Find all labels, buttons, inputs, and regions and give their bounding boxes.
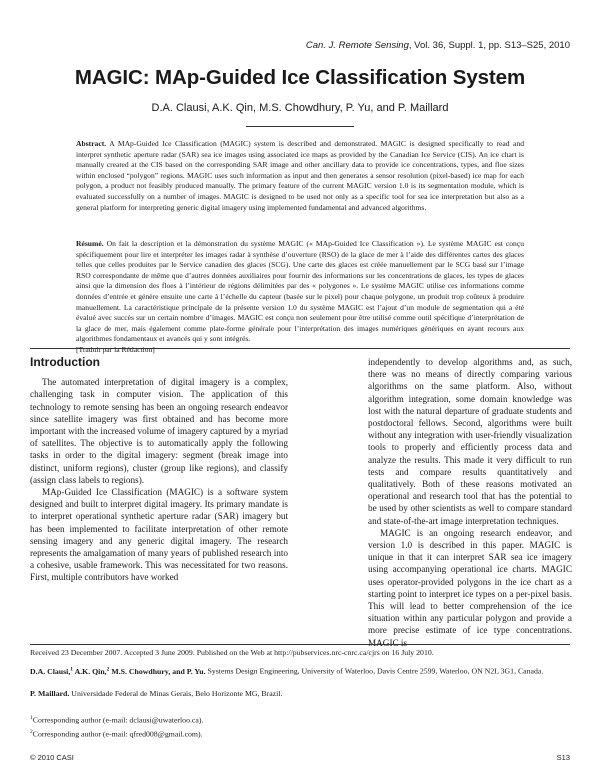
- aff1-sup-2: 2: [106, 666, 110, 672]
- resume-note: [Traduit par la Rédaction]: [76, 344, 155, 354]
- journal-name: Can. J. Remote Sensing: [305, 40, 409, 51]
- right-column: [368, 356, 572, 649]
- resume-label: Résumé.: [76, 239, 104, 248]
- footnote-1: [30, 713, 570, 726]
- journal-volume: , Vol. 36, Suppl. 1, pp. S13–S25, 2010: [408, 40, 570, 51]
- received-line: Received 23 December 2007. Accepted 3 June 2009. Published on the Web at http://pubservices.nrc-cnrc.ca/cjrs on 16 July 2010.: [30, 648, 434, 657]
- abstract: [76, 139, 524, 213]
- affiliation-2: [30, 689, 570, 699]
- left-column: [30, 356, 288, 584]
- copyright: © 2010 CASI: [30, 753, 74, 762]
- footnote-2-text: Corresponding author (e-mail: qfred008@gmail.com).: [32, 729, 203, 739]
- aff2-text: Universidade Federal de Minas Gerais, Belo Horizonte MG, Brazil.: [69, 689, 283, 698]
- intro-paragraph-4: MAGIC is an ongoing research endeavor, and version 1.0 is described in this paper. MAGIC is unique in that it can interpret SAR sea ice imagery using accompanying operational ice charts. MAGIC uses operator-provided polygons in the ice chart as a starting point to interpret ice types on a per-pixel basis. This will lead to better comprehension of the ice situation within any particular polygon and provide a more precise estimate of ice type concentrations. MAGIC is: [368, 527, 572, 648]
- intro-paragraph-1: The automated interpretation of digital imagery is a complex, challenging task in computer vision. The application of this technology to remote sensing has been an ongoing research endeavor since satellite imagery was first obtained and has become more important with the increased volume of imagery captured by a myriad of satellites. The objective is to automatically apply the following tasks in order to the digital imagery: segment (break image into distinct, uniform regions), cluster (group like regions), and classify (assign class labels to regions).: [30, 377, 288, 485]
- page-number: S13: [556, 753, 570, 762]
- section-divider: [30, 348, 570, 349]
- footnote-2: [30, 727, 570, 740]
- intro-paragraph-3: independently to develop algorithms and, as such, there was no means of directly comparing various algorithms on the same platform. Also, without algorithm integration, some domain knowledge was lost with the natural departure of graduate students and postdoctoral fellows. Second, algorithms were built without any integration with user-friendly visualization tools to properly and efficiently process data and analyze the results. This made it very difficult to run tests and compare results quantitatively and qualitatively. Both of these reasons motivated an operational and research tool that has the potential to be used by other scientists as well to compare standard and state-of-the-art image interpretation techniques.: [368, 357, 572, 526]
- footnote-1-text: Corresponding author (e-mail: dclausi@uwaterloo.ca).: [32, 715, 204, 725]
- aff1-sup-1: 1: [70, 666, 74, 672]
- resume-text: On fait la description et la démonstration du système MAGIC (« MAp-Guided Ice Classification »). Le système MAGIC est conçu spécifiquement pour lire et interpréter les images radar à synthèse d’ouverture (RSO) de la glace de mer à l’aide des différentes cartes des glaces telles que celles produites par le Service canadien des glaces (SCG). Une carte des glaces est créée manuellement par le SCG basé sur l’image RSO correspondante de même que d’autres données auxiliaires pour fournir des informations sur les concentrations de glaces, les types de glaces ainsi que la dimension des floes à l’intérieur de régions délimitées par des « polygones ». Le système MAGIC utilise ces informations comme données d’entrée et génère ensuite une carte à l’échelle du capteur (basée sur le pixel) pour chaque polygone, un produit trop coûteux à produire manuellement. La caractéristique principale de la présente version 1.0 du système MAGIC est l’ajout d’un module de segmentation qui a été évalué avec succès sur un certain nombre d’images. MAGIC est conçu non seulement pour être utilisé comme outil spécifique d’interprétation de la glace de mer, mais également comme plate-forme générale pour l’interprétation des images numériques génériques en ayant recours aux algorithmes fondamentaux et avancés qui y sont intégrés.: [76, 239, 524, 344]
- journal-citation: [306, 40, 570, 51]
- author-list: D.A. Clausi, A.K. Qin, M.S. Chowdhury, P. Yu, and P. Maillard: [151, 102, 449, 114]
- footnote-2-marker: 2: [30, 729, 33, 735]
- aff2-name: P. Maillard.: [30, 689, 70, 698]
- footer-divider: [30, 644, 570, 645]
- footnote-1-marker: 1: [30, 715, 33, 721]
- title-divider: [246, 126, 354, 127]
- abstract-label: Abstract.: [76, 139, 107, 148]
- aff1-mid: A.K. Qin,: [73, 666, 107, 676]
- abstract-text: A MAp-Guided Ice Classification (MAGIC) system is described and demonstrated. MAGIC is designed specifically to read and interpret synthetic aperture radar (SAR) sea ice images using associated ice maps as provided by the Canadian Ice Service (CIS). An ice chart is manually created at the CIS based on the corresponding SAR image and other ancillary data to provide ice concentrations, types, and floe sizes within enclosed “polygon” regions. MAGIC uses such information as input and then generates a sensor resolution (pixel-based) ice map for each polygon, a product not feasibly produced manually. The primary feature of the current MAGIC version 1.0 is its segmentation module, which is evaluated successfully on a number of images. MAGIC is designed to be used not only as a specific tool for sea ice interpretation but also as a general platform for interpreting generic digital imagery using implemented fundamental and advanced algorithms.: [76, 139, 525, 212]
- resume: [76, 239, 524, 356]
- introduction-heading: Introduction: [30, 355, 100, 369]
- intro-paragraph-2: MAp-Guided Ice Classification (MAGIC) is a software system designed and built to interpret digital imagery. Its primary mandate is to interpret operational synthetic aperture radar (SAR) imagery but has been implemented to facilitate interpretation of other remote sensing imagery and any generic digital imagery. The research represents the amalgamation of many years of published research into a cohesive, usable framework. This was necessitated for two reasons. First, multiple contributors have worked: [30, 487, 288, 583]
- aff1-rest-names: M.S. Chowdhury, and P. Yu.: [109, 666, 206, 676]
- aff1-text: Systems Design Engineering, University of Waterloo, Davis Centre 2599, Waterloo, ON N2L 3G1, Canada.: [205, 666, 544, 676]
- affiliation-1: [30, 664, 570, 677]
- aff1-names: D.A. Clausi,: [30, 666, 71, 676]
- paper-title: MAGIC: MAp-Guided Ice Classification System: [74, 66, 526, 89]
